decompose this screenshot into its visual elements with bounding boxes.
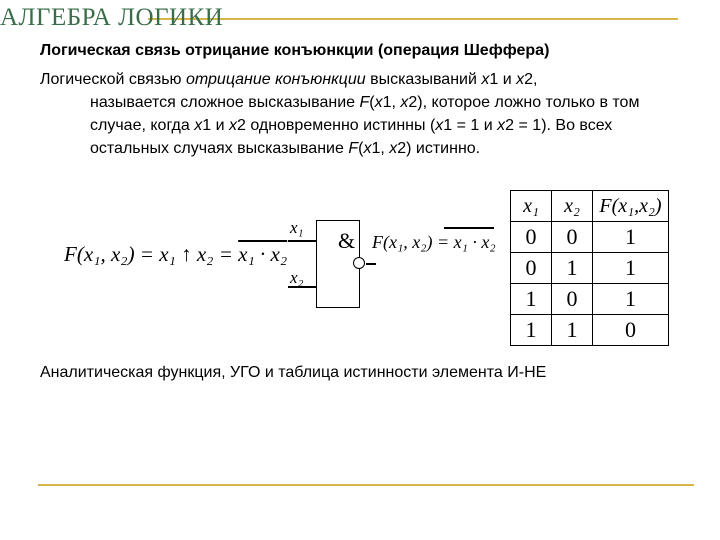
table-cell: 0 <box>552 222 593 253</box>
var-x: x <box>363 140 372 157</box>
table-cell: 0 <box>511 222 552 253</box>
inversion-circle <box>353 257 365 269</box>
text-run: ( <box>358 140 364 157</box>
section-heading: Логическая связь отрицание конъюнкции (операция Шеффера) <box>40 42 550 59</box>
top-rule <box>148 18 678 20</box>
table-cell: 1 <box>511 315 552 346</box>
term-emphasis: отрицание конъюнкции <box>185 71 366 88</box>
var-x: x <box>194 117 203 134</box>
text-run: Логической связью <box>40 71 186 88</box>
var-x: x <box>516 71 525 88</box>
table-cell: 0 <box>511 253 552 284</box>
table-header-f: F(x₁,x₂) <box>593 191 669 222</box>
table-cell: 1 <box>511 284 552 315</box>
var-f: F <box>348 140 359 157</box>
var-x: x <box>374 94 383 111</box>
text-run: 2, <box>524 71 538 88</box>
gate-input-label-2: x₂ <box>290 268 304 287</box>
table-cell: 0 <box>552 284 593 315</box>
text-run: 1 и <box>202 117 229 134</box>
table-header-x1: x₁ <box>511 191 552 222</box>
slide-title: АЛГЕБРА ЛОГИКИ <box>0 4 224 31</box>
var-f: F <box>359 94 370 111</box>
table-row <box>511 315 669 346</box>
paragraph-first-line <box>40 68 680 91</box>
gate-and-symbol: & <box>338 228 356 253</box>
bottom-rule <box>38 484 694 486</box>
text-run: 1, <box>371 140 390 157</box>
table-cell: 1 <box>552 315 593 346</box>
gate-output-label: F(x₁, x₂) = x₁ · x₂ <box>372 232 496 252</box>
text-run: называется сложное высказывание <box>90 94 360 111</box>
definition-paragraph <box>40 68 680 160</box>
table-row <box>511 222 669 253</box>
text-run: 2) истинно. <box>397 140 481 157</box>
text-run: высказываний <box>365 71 482 88</box>
text-run: 1 = 1 и <box>443 117 498 134</box>
table-cell: 1 <box>552 253 593 284</box>
var-x: x <box>481 71 490 88</box>
text-run: 2), которое ложно только в том случае, когда <box>90 94 640 134</box>
var-x: x <box>400 94 409 111</box>
table-cell: 0 <box>593 315 669 346</box>
table-row <box>511 253 669 284</box>
text-run: 1, <box>382 94 401 111</box>
text-run: 2 = 1). Во всех остальных случаях высказывание <box>90 117 613 157</box>
formula-negated-term: x₁ · x₂ <box>238 242 288 266</box>
nand-gate-symbol <box>284 218 499 318</box>
text-run: ( <box>369 94 375 111</box>
negation-bar <box>444 227 494 229</box>
input-wire-1 <box>288 240 316 242</box>
var-x: x <box>497 117 506 134</box>
truth-table <box>510 190 669 346</box>
var-x: x <box>435 117 444 134</box>
gate-input-label-1: x₁ <box>290 218 304 237</box>
paragraph-continuation <box>40 91 680 160</box>
figure-caption: Аналитическая функция, УГО и таблица истинности элемента И-НЕ <box>40 364 547 381</box>
table-row <box>511 284 669 315</box>
output-wire <box>366 263 376 265</box>
text-run: 1 и <box>489 71 517 88</box>
text-run: 2 одновременно истинны ( <box>236 117 436 134</box>
formula-lhs: F(x₁, x₂) = x₁ ↑ x₂ = <box>64 242 239 266</box>
table-cell: 1 <box>593 253 669 284</box>
var-x: x <box>228 117 237 134</box>
table-cell: 1 <box>593 284 669 315</box>
table-cell: 1 <box>593 222 669 253</box>
var-x: x <box>389 140 398 157</box>
table-header-row <box>511 191 669 222</box>
analytic-formula <box>64 242 287 267</box>
table-header-x2: x₂ <box>552 191 593 222</box>
